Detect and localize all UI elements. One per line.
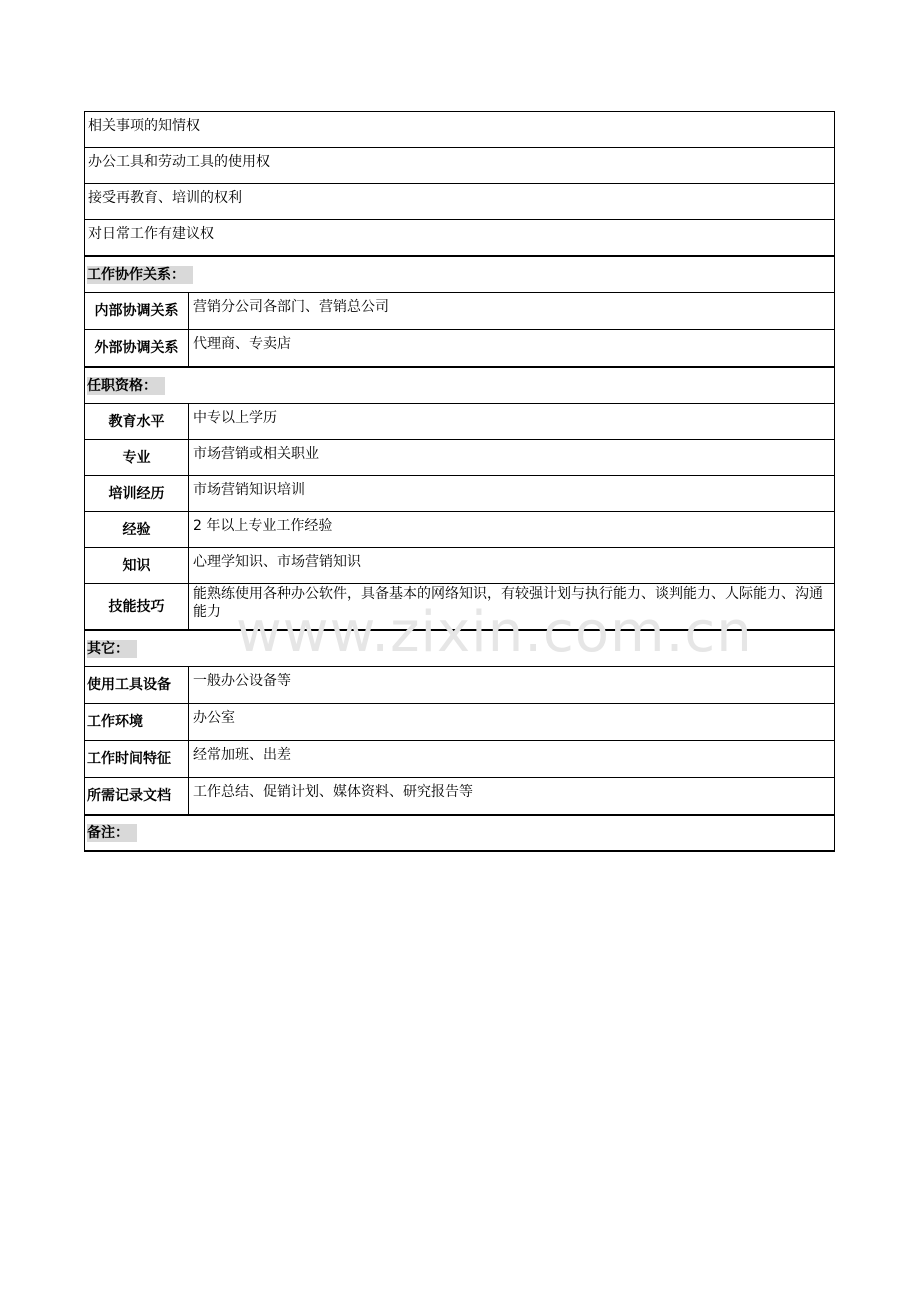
row-value: 营销分公司各部门、营销总公司 — [193, 299, 389, 315]
remarks-row — [85, 814, 834, 852]
qualification-row — [85, 475, 834, 511]
row-label: 技能技巧 — [85, 584, 189, 629]
qualifications-section-header — [85, 366, 834, 403]
row-label: 教育水平 — [85, 404, 189, 439]
row-value: 工作总结、促销计划、媒体资料、研究报告等 — [193, 784, 473, 800]
row-value: 心理学知识、市场营销知识 — [193, 554, 361, 570]
row-label: 经验 — [85, 512, 189, 547]
row-value: 能熟练使用各种办公软件，具备基本的网络知识，有较强计划与执行能力、谈判能力、人际能力、沟通能力 — [193, 586, 823, 620]
job-description-table — [84, 111, 835, 852]
other-row — [85, 777, 834, 814]
row-value: 市场营销或相关职业 — [193, 446, 319, 462]
collaboration-section-header — [85, 255, 834, 292]
rights-item: 相关事项的知情权 — [88, 118, 200, 134]
rights-row — [85, 183, 834, 219]
row-value: 中专以上学历 — [193, 410, 277, 426]
other-section-header — [85, 629, 834, 666]
qualification-row — [85, 583, 834, 629]
row-label: 所需记录文档 — [85, 778, 189, 814]
qualification-row — [85, 439, 834, 475]
rights-row — [85, 219, 834, 255]
other-row — [85, 740, 834, 777]
section-title: 工作协作关系： — [87, 266, 193, 284]
qualification-row — [85, 511, 834, 547]
rights-row — [85, 111, 834, 147]
row-label: 外部协调关系 — [85, 330, 189, 366]
watermark: www.zixin.com.cn — [236, 600, 753, 665]
row-label: 工作时间特征 — [85, 741, 189, 777]
collaboration-row — [85, 329, 834, 366]
other-row — [85, 666, 834, 703]
qualification-row — [85, 547, 834, 583]
row-label: 内部协调关系 — [85, 293, 189, 329]
rights-item: 办公工具和劳动工具的使用权 — [88, 154, 270, 170]
collaboration-row — [85, 292, 834, 329]
section-title: 备注： — [87, 824, 137, 842]
row-value: 经常加班、出差 — [193, 747, 291, 763]
rights-item: 对日常工作有建议权 — [88, 226, 214, 242]
rights-item: 接受再教育、培训的权利 — [88, 190, 242, 206]
row-value: 办公室 — [193, 710, 235, 726]
row-value: 一般办公设备等 — [193, 673, 291, 689]
row-value: 2 年以上专业工作经验 — [193, 518, 333, 534]
row-label: 工作环境 — [85, 704, 189, 740]
other-row — [85, 703, 834, 740]
row-label: 知识 — [85, 548, 189, 583]
section-title: 任职资格： — [87, 377, 165, 395]
section-title: 其它： — [87, 640, 137, 658]
qualification-row — [85, 403, 834, 439]
row-label: 使用工具设备 — [85, 667, 189, 703]
row-label: 培训经历 — [85, 476, 189, 511]
row-value: 市场营销知识培训 — [193, 482, 305, 498]
row-label: 专业 — [85, 440, 189, 475]
rights-row — [85, 147, 834, 183]
row-value: 代理商、专卖店 — [193, 336, 291, 352]
